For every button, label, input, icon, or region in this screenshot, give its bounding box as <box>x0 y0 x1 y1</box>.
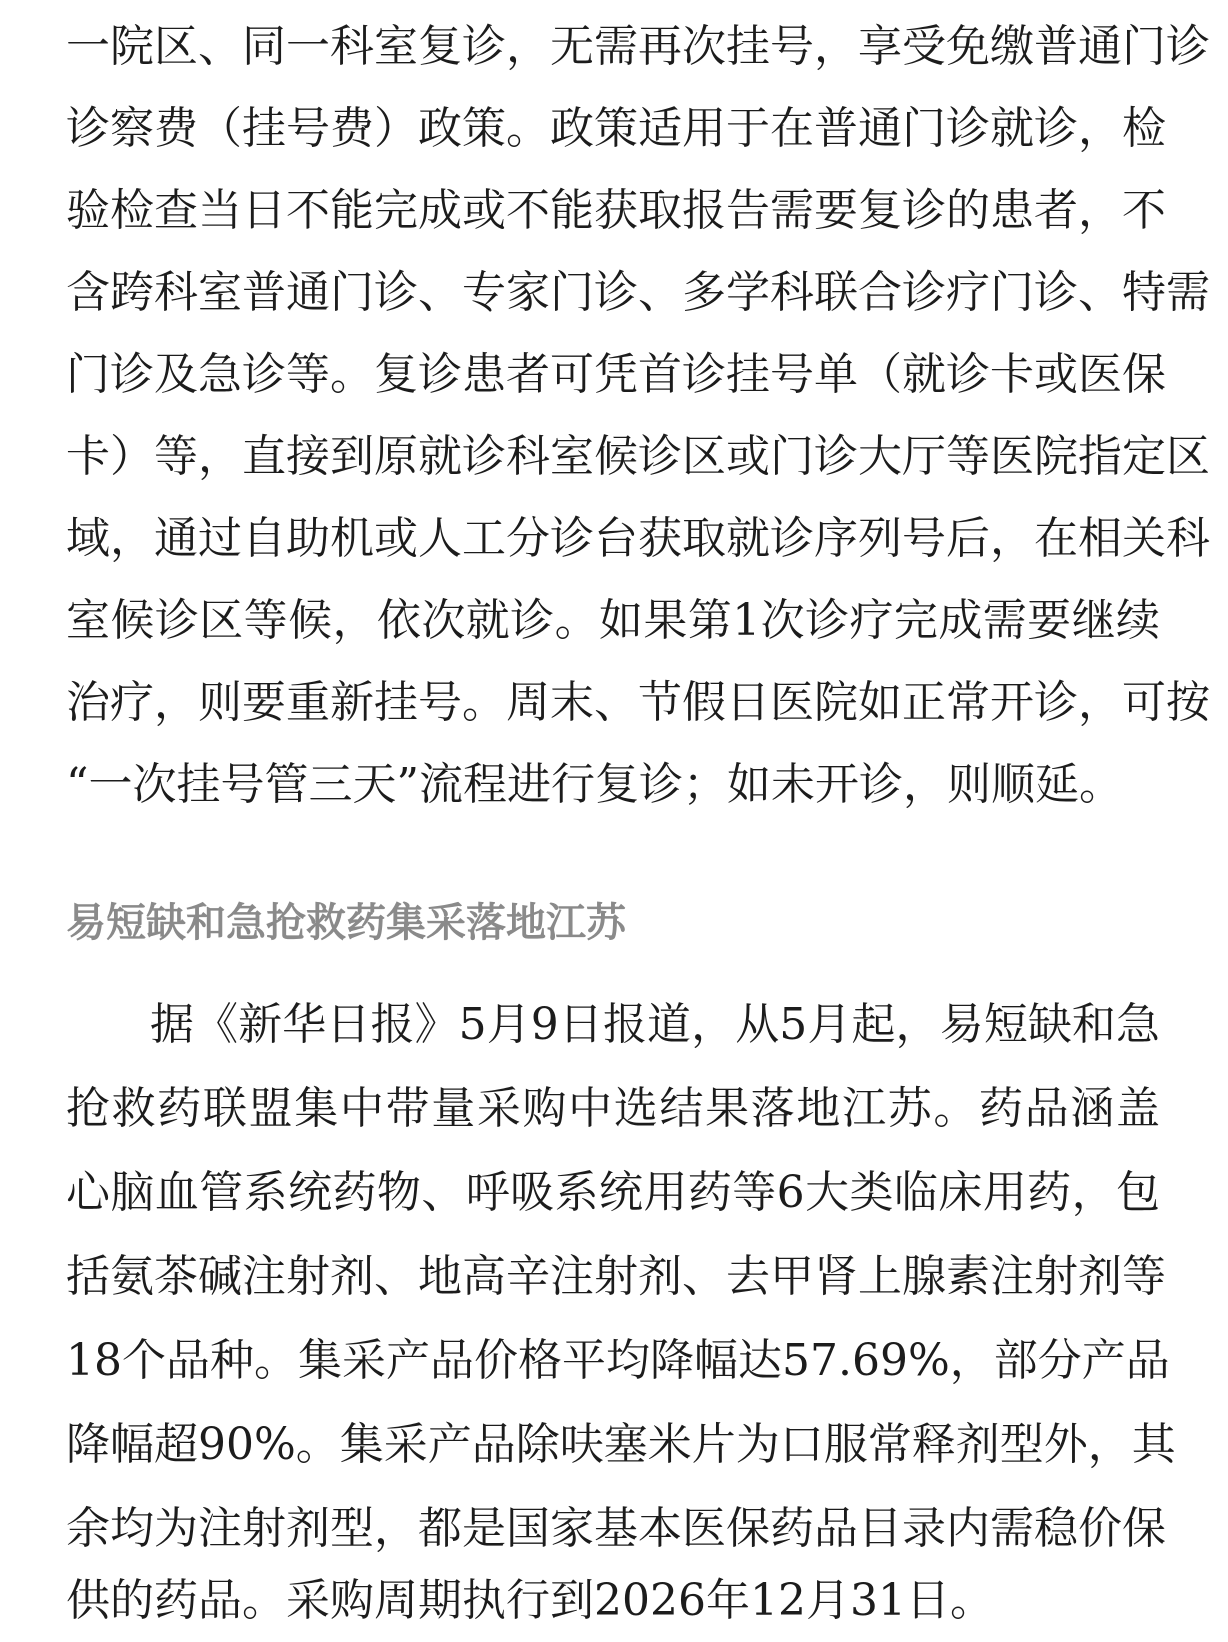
text-line: 域，通过自助机或人工分诊台获取就诊序列号后，在相关科 <box>66 513 1210 564</box>
text-line: 室候诊区等候，依次就诊。如果第1次诊疗完成需要继续 <box>66 595 1160 646</box>
text-line: 含跨科室普通门诊、专家门诊、多学科联合诊疗门诊、特需 <box>66 267 1210 318</box>
text-line: 验检查当日不能完成或不能获取报告需要复诊的患者，不 <box>66 185 1166 236</box>
text-line: 卡）等，直接到原就诊科室候诊区或门诊大厅等医院指定区 <box>66 431 1210 482</box>
text-line: 抢救药联盟集中带量采购中选结果落地江苏。药品涵盖 <box>66 1083 1160 1134</box>
text-line: “一次挂号管三天”流程进行复诊；如未开诊，则顺延。 <box>66 759 1123 810</box>
text-line: 心脑血管系统药物、呼吸系统用药等6大类临床用药，包 <box>66 1167 1160 1218</box>
text-line: 诊察费（挂号费）政策。政策适用于在普通门诊就诊，检 <box>66 103 1166 154</box>
section-heading: 易短缺和急抢救药集采落地江苏 <box>66 900 626 946</box>
text-line: 18个品种。集采产品价格平均降幅达57.69%，部分产品 <box>66 1335 1170 1386</box>
text-line: 供的药品。采购周期执行到2026年12月31日。 <box>66 1575 994 1626</box>
text-line: 降幅超90%。集采产品除呋塞米片为口服常释剂型外，其 <box>66 1419 1176 1470</box>
text-line-indented: 据《新华日报》5月9日报道，从5月起，易短缺和急 <box>150 999 1160 1050</box>
text-line: 括氨茶碱注射剂、地高辛注射剂、去甲肾上腺素注射剂等 <box>66 1251 1166 1302</box>
text-line: 门诊及急诊等。复诊患者可凭首诊挂号单（就诊卡或医保 <box>66 349 1166 400</box>
text-line: 余均为注射剂型，都是国家基本医保药品目录内需稳价保 <box>66 1503 1166 1554</box>
text-line: 治疗，则要重新挂号。周末、节假日医院如正常开诊，可按 <box>66 677 1210 728</box>
text-line: 一院区、同一科室复诊，无需再次挂号，享受免缴普通门诊 <box>66 21 1210 72</box>
